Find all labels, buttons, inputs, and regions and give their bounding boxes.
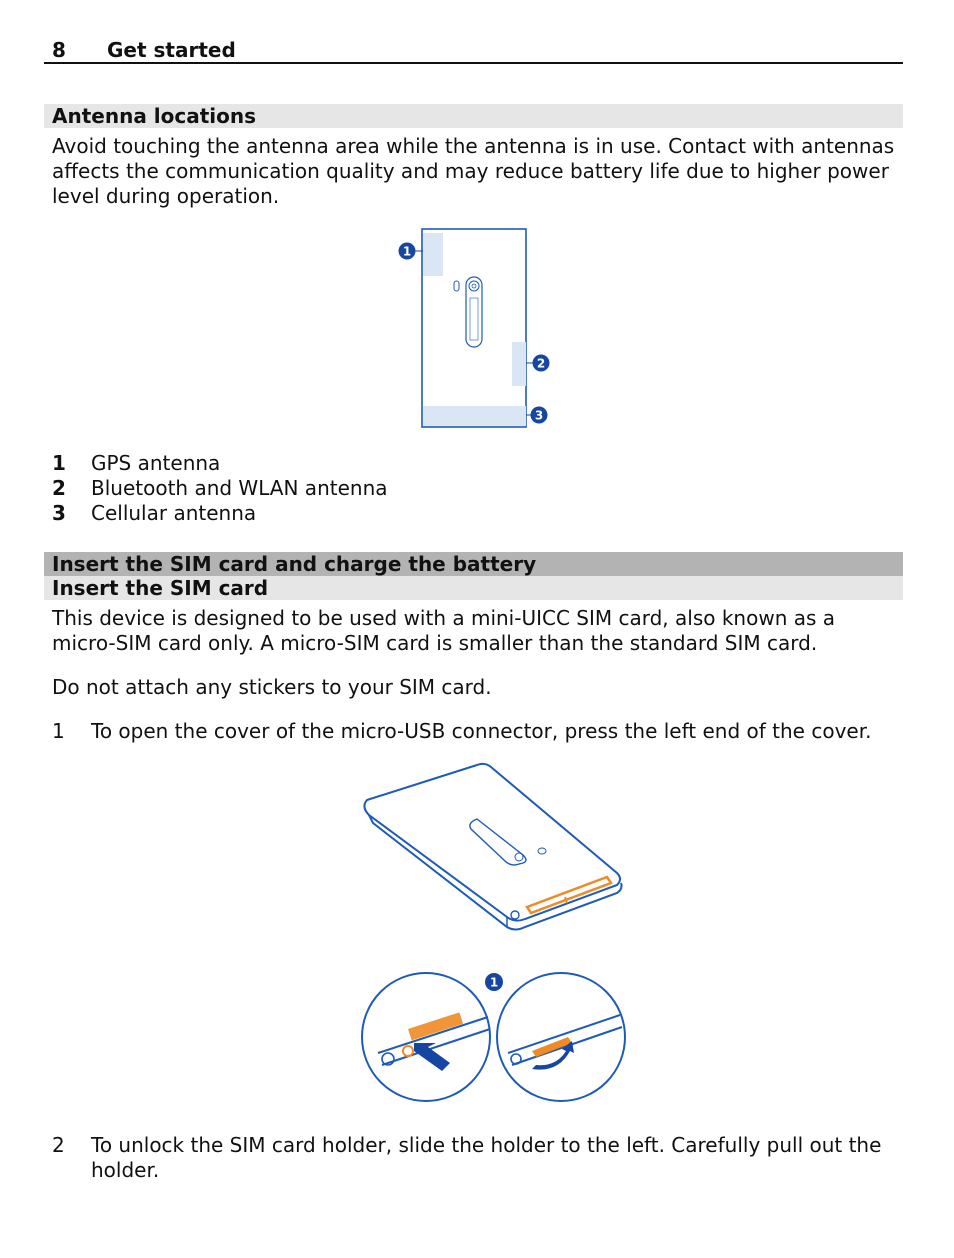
detail-open bbox=[497, 973, 625, 1101]
callout-label: 1 bbox=[489, 975, 499, 990]
legend-label: Bluetooth and WLAN antenna bbox=[91, 476, 388, 500]
sim-para-1: This device is designed to be used with a mini-UICC SIM card, also known as a micro-SIM card only. A micro-SIM card is smaller than the standard SIM card. bbox=[52, 606, 836, 655]
step-text: To unlock the SIM card holder, slide the holder to the left. Carefully pull out the holder. bbox=[91, 1133, 882, 1182]
page-number: 8 bbox=[52, 38, 66, 62]
sim-para-2: Do not attach any stickers to your SIM card. bbox=[52, 675, 492, 699]
callout-1 bbox=[399, 243, 424, 260]
callout-1-label: 1 bbox=[402, 244, 412, 259]
step-number: 2 bbox=[52, 1133, 65, 1157]
sim-section-heading: Insert the SIM card and charge the battery bbox=[44, 552, 903, 576]
antenna-figure bbox=[390, 225, 560, 435]
legend-label: Cellular antenna bbox=[91, 501, 257, 525]
legend-number: 1 bbox=[52, 451, 66, 475]
callout-3-label: 3 bbox=[534, 408, 544, 423]
step-text: To open the cover of the micro-USB connector, press the left end of the cover. bbox=[91, 719, 872, 743]
phone-perspective-figure bbox=[355, 755, 635, 935]
sim-sub-heading: Insert the SIM card bbox=[44, 576, 903, 600]
callout-2-label: 2 bbox=[536, 356, 546, 371]
detail-press bbox=[362, 973, 490, 1101]
bluetooth-antenna-area bbox=[512, 342, 526, 386]
gps-antenna-area bbox=[423, 233, 443, 276]
camera-strip bbox=[466, 277, 482, 347]
callout-3 bbox=[526, 407, 548, 424]
cellular-antenna-area bbox=[423, 406, 526, 426]
step-number: 1 bbox=[52, 719, 65, 743]
legend-number: 3 bbox=[52, 501, 66, 525]
antenna-heading: Antenna locations bbox=[44, 104, 903, 128]
callout-2 bbox=[526, 355, 550, 372]
antenna-intro: Avoid touching the antenna area while the antenna is in use. Contact with antennas affects the communication quality and may reduce battery life due to higher power level during operation. bbox=[52, 134, 895, 208]
page-header bbox=[44, 36, 903, 64]
legend-number: 2 bbox=[52, 476, 66, 500]
callout-1 bbox=[485, 973, 503, 991]
phone-body-outline bbox=[364, 764, 620, 921]
chapter-title: Get started bbox=[107, 38, 236, 62]
cover-detail-figure bbox=[358, 965, 630, 1110]
legend-label: GPS antenna bbox=[91, 451, 221, 475]
